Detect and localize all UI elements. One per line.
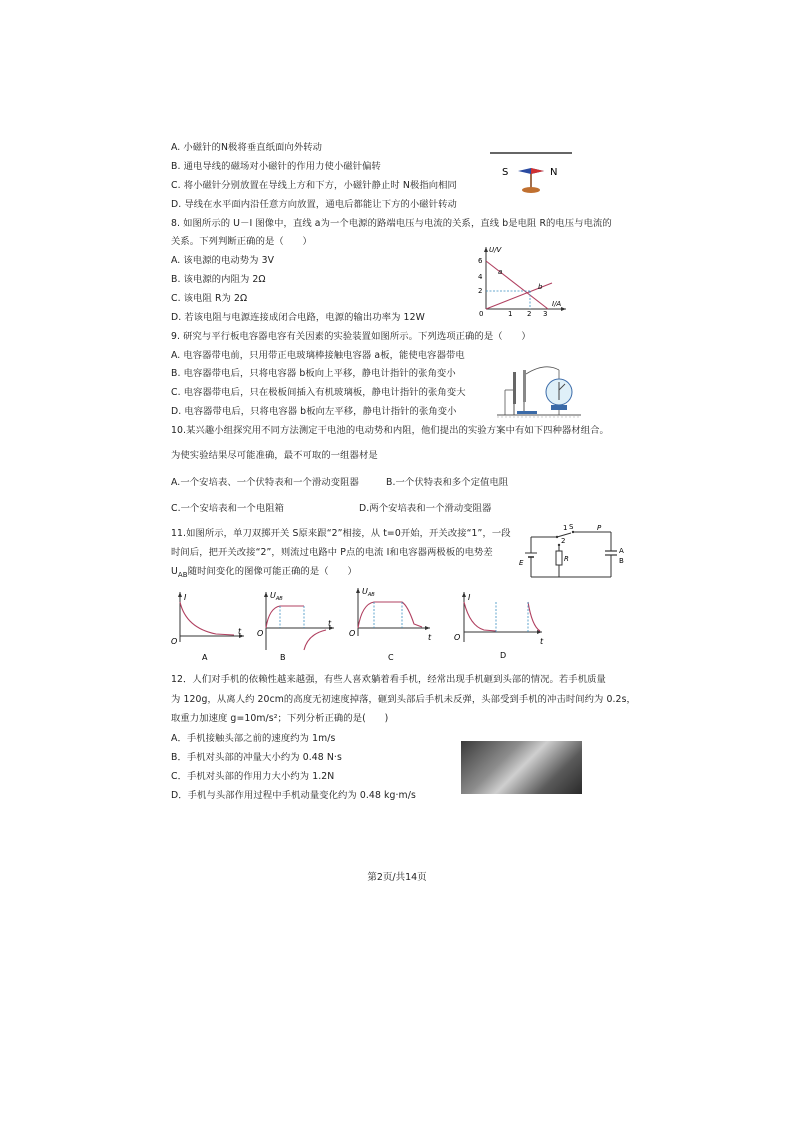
x-tick-3: 3 — [543, 310, 548, 317]
q10-stem-line2: 为使实验结果尽可能准确，最不可取的一组器材是 — [171, 450, 378, 461]
label-1: 1 — [563, 524, 568, 532]
q11-graph-a — [168, 588, 250, 662]
graph-d-caption: D — [500, 651, 507, 660]
q12-stem-line1: 12．人们对手机的依赖性越来越强，有些人喜欢躺着看手机，经常出现手机砸到头部的情况。若手机质量 — [171, 674, 606, 685]
q12-stem-line3: 取重力加速度 g=10m/s²；下列分析正确的是( ) — [171, 713, 389, 724]
q11-graph-d — [450, 588, 548, 662]
x-tick-2: 2 — [527, 310, 532, 317]
q11-stem-line2: 时间后，把开关改接“2”，则流过电路中 P点的电流 I和电容器两极板的电势差 — [171, 547, 493, 558]
q8-option-a: A. 该电源的电动势为 3V — [171, 255, 275, 266]
q8-option-b: B. 该电源的内阻为 2Ω — [171, 274, 266, 285]
needle-base — [522, 187, 540, 193]
curve-a — [180, 602, 234, 635]
label-s: S — [569, 523, 574, 531]
graph-a-x-label: t — [238, 627, 242, 636]
graph-b-u: U — [270, 591, 276, 600]
label-r: R — [564, 555, 569, 563]
plate-b — [523, 370, 526, 402]
graph-a-caption: A — [202, 653, 208, 662]
graph-b-origin: O — [257, 629, 264, 638]
y-tick-6: 6 — [478, 257, 483, 265]
q11-stem-line3: $U_{AB}$随时间变化的图像可能正确的是（ ） — [171, 566, 357, 579]
label-p: P — [597, 524, 602, 532]
graph-b-sub: AB — [275, 596, 283, 602]
q10-option-d: D.两个安培表和一个滑动变阻器 — [359, 503, 492, 514]
q8-option-d: D. 若该电阻与电源连接成闭合电路，电源的输出功率为 12W — [171, 312, 425, 323]
q9-option-d: D. 电容器带电后，只将电容器 b板向左平移，静电计指针的张角变小 — [171, 406, 457, 417]
q7-option-d: D. 导线在水平面内沿任意方向放置，通电后都能让下方的小磁针转动 — [171, 199, 457, 210]
graph-b-y-label — [270, 591, 283, 602]
q12-option-a: A．手机接触头部之前的速度约为 1m/s — [171, 733, 336, 744]
graph-c-y-label — [362, 587, 375, 598]
label-a: A — [619, 547, 624, 555]
origin-label: 0 — [479, 310, 484, 317]
graph-c-x-label: t — [428, 633, 432, 642]
q9-capacitor-apparatus — [497, 360, 581, 418]
graph-b-x-label: t — [328, 619, 332, 628]
q8-option-c: C. 该电阻 R为 2Ω — [171, 293, 248, 304]
q12-photo-person-with-phone — [461, 741, 582, 794]
q12-option-d: D．手机与头部作用过程中手机动量变化约为 0.48 kg·m/s — [171, 790, 416, 801]
graph-c-caption: C — [388, 653, 394, 662]
q8-ui-graph — [474, 243, 574, 317]
curve-d-discharge — [528, 602, 540, 631]
q10-option-a: A.一个安培表、一个伏特表和一个滑动变阻器 — [171, 477, 359, 488]
label-b: B — [619, 557, 624, 565]
u-ab-subscript: AB — [177, 570, 188, 579]
line-b-label: b — [538, 283, 543, 291]
page-number: 第2页/共14页 — [367, 872, 427, 883]
q11-graph-b — [254, 588, 340, 662]
q9-option-a: A. 电容器带电前，只用带正电玻璃棒接触电容器 a板，能使电容器带电 — [171, 350, 465, 361]
resistor-r — [556, 551, 562, 565]
q11-stem-line3-text: 随时间变化的图像可能正确的是（ ） — [187, 566, 357, 577]
graph-c-u: U — [362, 587, 368, 596]
x-axis-label: I/A — [552, 300, 562, 308]
q9-option-b: B. 电容器带电后，只将电容器 b板向上平移，静电计指针的张角变小 — [171, 368, 456, 379]
graph-c-sub: AB — [367, 592, 375, 598]
label-e: E — [519, 559, 524, 567]
q12-stem-line2: 为 120g，从离人约 20cm的高度无初速度掉落，砸到头部后手机未反弹，头部受到手机的冲击时间约为 0.2s， — [171, 694, 636, 705]
q10-option-c: C.一个安培表和一个电阻箱 — [171, 503, 285, 514]
q9-stem: 9. 研究与平行板电容器电容有关因素的实验装置如图所示。下列选项正确的是（ ） — [171, 331, 531, 342]
q7-figure — [488, 150, 578, 198]
q11-graph-c — [346, 584, 438, 662]
q7-option-b: B. 通电导线的磁场对小磁针的作用力使小磁针偏转 — [171, 161, 381, 172]
q10-option-b: B.一个伏特表和多个定值电阻 — [386, 477, 509, 488]
q7-option-c: C. 将小磁针分别放置在导线上方和下方，小磁针静止时 N极指向相同 — [171, 180, 457, 191]
q7-option-a: A. 小磁针的N极将垂直纸面向外转动 — [171, 142, 323, 153]
q8-stem-line1: 8. 如图所示的 U－I 图像中，直线 a为一个电源的路端电压与电流的关系，直线 b是电阻 R的电压与电流的 — [171, 218, 612, 229]
graph-a-y-label: I — [184, 593, 187, 602]
graph-c-origin: O — [349, 629, 356, 638]
line-a-label: a — [498, 268, 503, 276]
q9-option-c: C. 电容器带电后，只在极板间插入有机玻璃板，静电计指针的张角变大 — [171, 387, 466, 398]
q10-stem-line1: 10.某兴趣小组探究用不同方法测定干电池的电动势和内阻，他们提出的实验方案中有如下四种器材组合。 — [171, 425, 609, 436]
q12-option-b: B．手机对头部的冲量大小约为 0.48 N·s — [171, 752, 342, 763]
curve-c — [358, 602, 422, 628]
graph-d-x-label: t — [540, 637, 544, 646]
graph-a-origin: O — [171, 637, 178, 646]
label-n: N — [550, 167, 558, 178]
q8-stem-line2: 关系。下列判断正确的是（ ） — [171, 236, 312, 247]
label-s: S — [502, 167, 509, 178]
curve-b-discharge — [304, 630, 326, 650]
graph-d-y-label: I — [468, 593, 471, 602]
x-tick-1: 1 — [508, 310, 513, 317]
label-2: 2 — [561, 537, 566, 545]
q11-circuit — [519, 521, 629, 583]
graph-b-caption: B — [280, 653, 286, 662]
curve-b-charge — [266, 606, 304, 628]
y-axis-label: U/V — [489, 246, 502, 254]
curve-d-charge — [464, 602, 496, 631]
plate-a — [513, 372, 516, 404]
q11-stem-line1: 11.如图所示，单刀双掷开关 S原来跟“2”相接，从 t=0开始，开关改接“1”，一段 — [171, 528, 511, 539]
graph-d-origin: O — [454, 633, 461, 642]
q12-option-c: C．手机对头部的作用力大小约为 1.2N — [171, 771, 335, 782]
y-tick-4: 4 — [478, 273, 483, 281]
y-tick-2: 2 — [478, 287, 483, 295]
